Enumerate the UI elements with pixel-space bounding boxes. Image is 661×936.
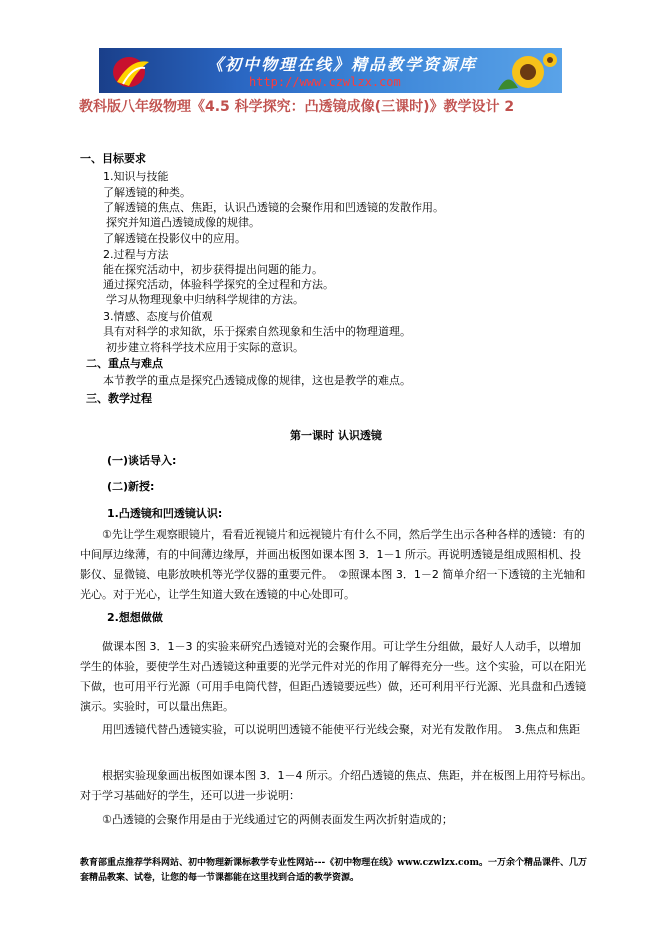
paragraph: ①凸透镜的会聚作用是由于光线通过它的两侧表面发生两次折射造成的； [102, 813, 453, 826]
text-line: 通过探究活动，体验科学探究的全过程和方法。 [103, 278, 334, 291]
text-line: 了解透镜的种类。 [103, 186, 191, 199]
section-heading: 三、教学过程 [86, 392, 152, 405]
banner-url[interactable]: http://www.czwlzx.com [249, 75, 401, 89]
paragraph: 做课本图 3．1－3 的实验来研究凸透镜对光的会聚作用。可让学生分组做，最好人人动手，以增加学生的体验，要使学生对凸透镜这种重要的光学元件对光的作用了解得充分一些。这个实验，可以在阳光下做，也可用平行光源（可用手电筒代替，但距凸透镜要远些）做，还可利用平行光源、光具盘和凸透镜演示。实验时，可以量出焦距。 [80, 640, 586, 713]
text-line: 能在探究活动中，初步获得提出问题的能力。 [103, 263, 323, 276]
subsection-heading: 2.过程与方法 [103, 248, 169, 261]
step-heading: (一)谈话导入: [107, 454, 177, 467]
site-logo [109, 52, 159, 90]
banner-title: 《初中物理在线》精品教学资源库 [207, 55, 478, 74]
section-heading: 二、重点与难点 [86, 357, 163, 370]
subsection-heading: 3.情感、态度与价值观 [103, 310, 213, 323]
step-subheading: 1.凸透镜和凹透镜认识: [107, 507, 223, 520]
step-subheading: 2.想想做做 [107, 611, 163, 624]
text-line: 本节教学的重点是探究凸透镜成像的规律，这也是教学的难点。 [103, 374, 411, 387]
paragraph: 根据实验现象画出板图如课本图 3．1－4 所示。介绍凸透镜的焦点、焦距，并在板图上用符号标出。 对于学习基础好的学生，还可以进一步说明： [80, 769, 598, 802]
paragraph: ①先让学生观察眼镜片，看看近视镜片和远视镜片有什么不同，然后学生出示各种各样的透镜：有的中间厚边缘薄，有的中间薄边缘厚，并画出板图如课本图 3．1－1 所示。再说明透镜是组成照相机、投影仪、显微镜、电影放映机等光学仪器的重要元件。 ②照课本图 3．1－2 简单介绍一下透镜的主光轴和光心。对于光心，让学生知道大致在透镜的中心处即可。 [80, 528, 586, 601]
subsection-heading: 1.知识与技能 [103, 170, 169, 183]
paragraph: 用凹透镜代替凸透镜实验，可以说明凹透镜不能使平行光线会聚，对光有发散作用。 3.焦点和焦距 [102, 723, 580, 736]
text-line: 具有对科学的求知欲，乐于探索自然现象和生活中的物理道理。 [103, 325, 411, 338]
document-title: 教科版八年级物理《4.5 科学探究：凸透镜成像(三课时)》教学设计 2 [79, 99, 515, 115]
section-heading: 一、目标要求 [80, 152, 146, 165]
sunflower-icon [488, 50, 558, 92]
text-line: 学习从物理现象中归纳科学规律的方法。 [106, 293, 304, 306]
text-line: 了解透镜在投影仪中的应用。 [103, 232, 246, 245]
lesson-title: 第一课时 认识透镜 [290, 429, 382, 442]
text-line: 了解透镜的焦点、焦距，认识凸透镜的会聚作用和凹透镜的发散作用。 [103, 201, 444, 214]
step-heading: (二)新授: [107, 480, 155, 493]
text-line: 探究并知道凸透镜成像的规律。 [106, 216, 260, 229]
header-banner [99, 48, 562, 93]
page-footer: 教育部重点推荐学科网站、初中物理新课标教学专业性网站---《初中物理在线》www.czwlzx.com。一万余个精品课件、几万套精品教案、试卷，让您的每一节课都能在这里找到合适的教学资源。 [80, 858, 588, 883]
text-line: 初步建立将科学技术应用于实际的意识。 [106, 341, 304, 354]
